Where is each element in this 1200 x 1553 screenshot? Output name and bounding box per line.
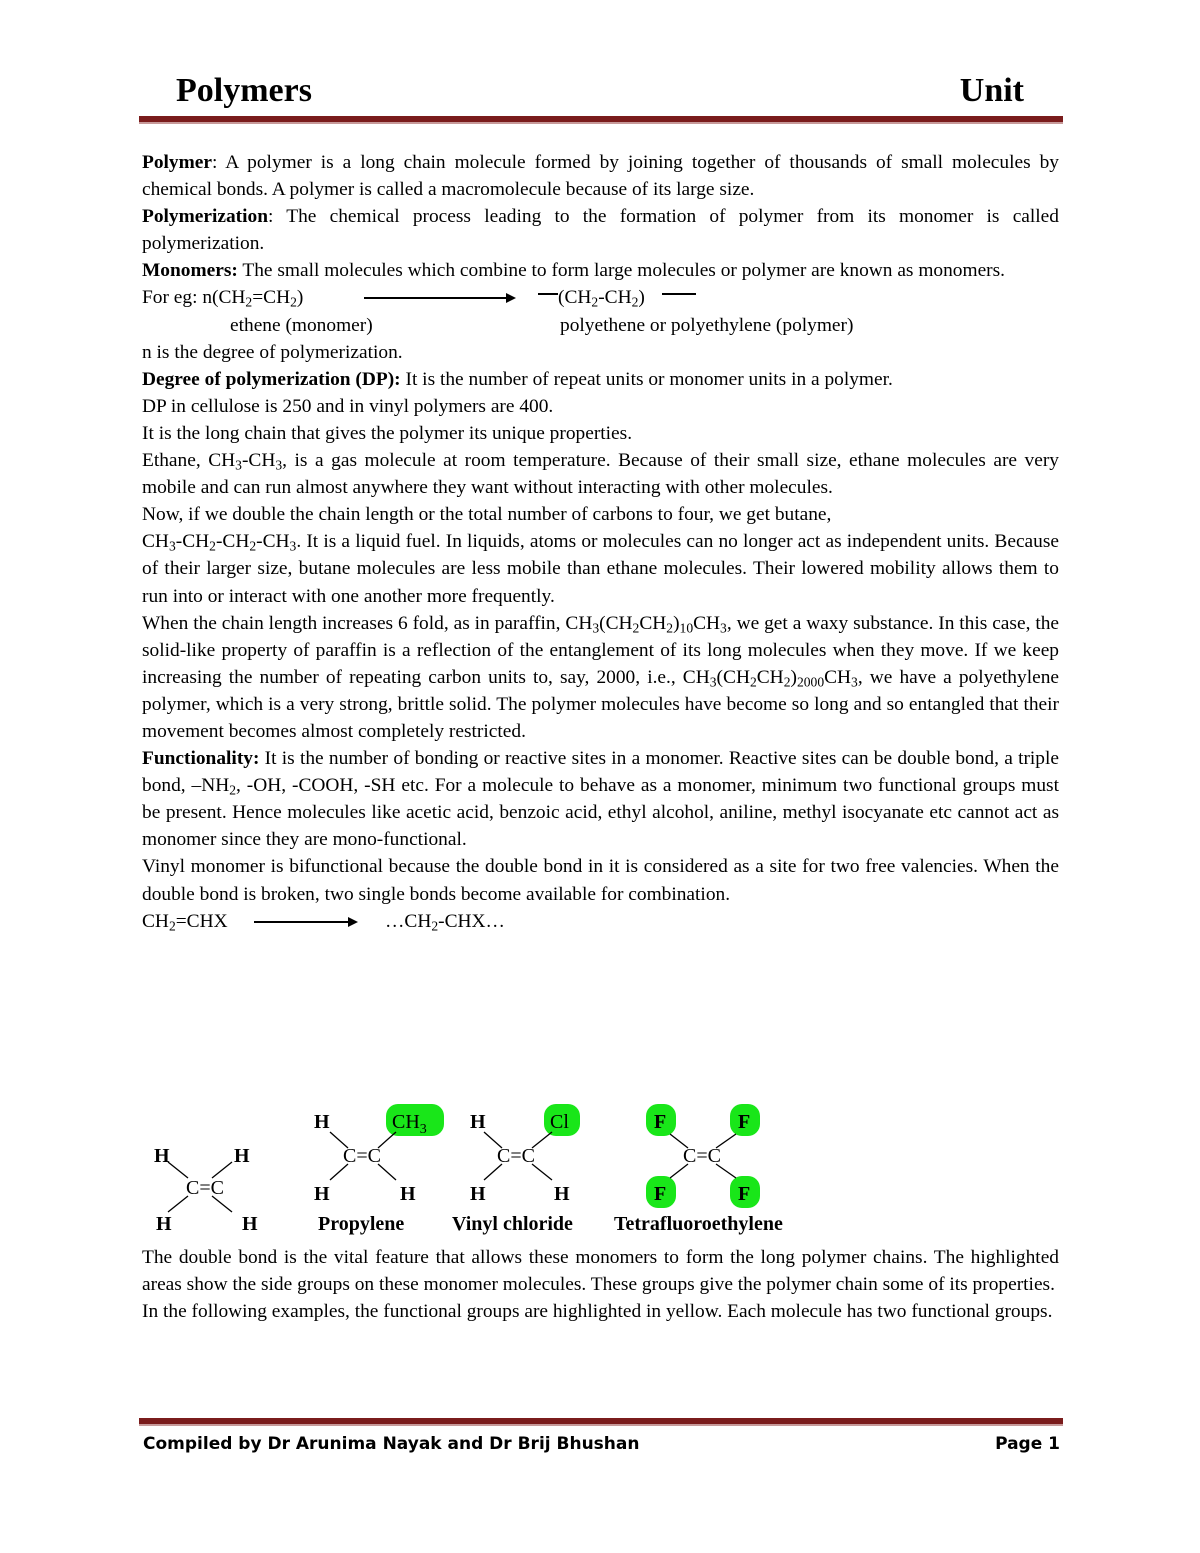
propylene-h1: H <box>314 1111 330 1133</box>
chain-bond-right-icon <box>662 291 696 297</box>
vinyl-cc: C=C <box>497 1145 535 1167</box>
ethene-h1: H <box>154 1145 170 1167</box>
def-functionality: It is the number of bonding or reactive sites in a monomer. Reactive sites can be double bond, a triple bond, $-NH_2$, -OH, -COOH, -SH etc. For a molecule to behave as a monomer, minimum two functional groups must be present. Hence molecules like acetic acid, benzoic acid, ethyl alcohol, aniline, methyl isocyanate etc cannot act as monomer since they are mono-functional. <box>142 748 1059 851</box>
ethene-cc: C=C <box>186 1177 224 1199</box>
label-polymer: polyethene or polyethylene (polymer) <box>560 314 854 336</box>
paragraph-paraffin: When the chain length increases 6 fold, as in paraffin, $CH_3(CH_2CH_2)_{10}CH_3$, we get a waxy substance. In this case, the solid-like property of paraffin is a reflection of the entanglement of its long molecules when they move. If we keep increasing the number of repeating carbon units to, say, 2000, i.e., $CH_3(CH_2CH_2)_{2000}CH_3$, we have a polyethylene polymer, which is a very strong, brittle solid. The polymer molecules have become so long and so entangled that their movement becomes almost completely restricted. <box>142 612 1060 742</box>
page-header <box>176 72 1024 112</box>
equation-vinyl <box>142 908 1059 935</box>
term-monomers: Monomers: <box>142 260 238 282</box>
term-polymer: Polymer <box>142 152 212 173</box>
paragraph-polymerization <box>142 203 1059 257</box>
def-polymer: : A polymer is a long chain molecule formed by joining together of thousands of small molecules by chemical bonds. A polymer is called a macromolecule because of its large size. <box>142 152 1059 201</box>
eq2-left: $CH_2=CHX$ <box>142 910 228 934</box>
propylene-cc: C=C <box>343 1145 381 1167</box>
label-tfe: Tetrafluoroethylene <box>614 1213 783 1235</box>
paragraph-polymer <box>142 149 1059 203</box>
eq2-right: $\dots CH_2-CHX\dots$ <box>385 910 505 934</box>
ethene-h3: H <box>156 1213 172 1235</box>
tfe-f1: F <box>654 1111 667 1133</box>
eq1-right: $(CH_2-CH_2)$ <box>558 287 645 310</box>
term-dp: Degree of polymerization (DP): <box>142 368 401 390</box>
vinyl-h2: H <box>470 1183 486 1205</box>
footer-rule <box>139 1418 1063 1426</box>
ethene-h2: H <box>234 1145 250 1167</box>
vinyl-h1: H <box>470 1111 486 1133</box>
def-dp: It is the number of repeat units or monomer units in a polymer. <box>400 368 893 390</box>
paragraph-vinyl: Vinyl monomer is bifunctional because the double bond in it is considered as a site for two free valencies. When the double bond is broken, two single bonds become available for combination. <box>142 856 1059 905</box>
header-unit: Unit <box>959 72 1024 109</box>
ethene-h4: H <box>242 1213 258 1235</box>
term-functionality: Functionality: <box>142 748 260 770</box>
reaction-arrow-2-icon <box>254 915 358 929</box>
header-rule <box>139 116 1063 124</box>
reaction-arrow-icon <box>364 291 516 305</box>
paragraph-butane-intro: Now, if we double the chain length or the total number of carbons to four, we get butane, <box>142 504 832 526</box>
label-propylene: Propylene <box>318 1213 405 1235</box>
paragraph-functionality <box>142 745 1059 853</box>
equation-ethene <box>142 284 1059 311</box>
propylene-ch3: $CH_3$ <box>392 1111 427 1137</box>
label-monomer: ethene (monomer) <box>230 314 373 336</box>
label-vinyl-chloride: Vinyl chloride <box>452 1213 573 1235</box>
page-number: Page 1 <box>995 1434 1060 1454</box>
tfe-cc: C=C <box>683 1145 721 1167</box>
paragraph-butane: $CH_3-CH_2-CH_2-CH_3$. It is a liquid fuel. In liquids, atoms or molecules can no longer act as independent units. Because of their larger size, butane molecules are less mobile than ethane molecules. Their lowered mobility allows them to run into or interact with one another more frequently. <box>142 531 1059 607</box>
monomer-structures-figure <box>120 1098 840 1240</box>
equation-labels <box>142 312 1059 339</box>
footer-authors: Compiled by Dr Arunima Nayak and Dr Brij Bhushan <box>143 1434 640 1454</box>
propylene-h3: H <box>400 1183 416 1205</box>
vinyl-cl: Cl <box>550 1111 569 1133</box>
paragraph-ethane: Ethane, $CH_3-CH_3$, is a gas molecule at room temperature. Because of their small size, ethane molecules are very mobile and can run almost anywhere they want without interacting with other molecules. <box>142 450 1059 499</box>
paragraph-dp <box>142 366 1059 393</box>
paragraph-examples: In the following examples, the functional groups are highlighted in yellow. Each molecule has two functional groups. <box>142 1301 1053 1323</box>
tfe-f3: F <box>654 1183 667 1205</box>
vinyl-h3: H <box>554 1183 570 1205</box>
header-title: Polymers <box>176 72 312 109</box>
document-body <box>142 149 1059 935</box>
eq1-left: For eg: $n(CH_2=CH_2)$ <box>142 287 304 310</box>
term-polymerization: Polymerization <box>142 206 269 228</box>
paragraph-long-chain: It is the long chain that gives the polymer its unique properties. <box>142 422 633 444</box>
paragraph-degree-note: n is the degree of polymerization. <box>142 341 403 363</box>
chain-bond-left-icon <box>538 291 558 297</box>
paragraph-monomers <box>142 257 1059 284</box>
tfe-f4: F <box>738 1183 751 1205</box>
paragraph-double-bond: The double bond is the vital feature that allows these monomers to form the long polymer chains. The highlighted areas show the side groups on these monomer molecules. These groups give the polymer chain some of its properties. <box>142 1247 1059 1296</box>
paragraph-dp-values: DP in cellulose is 250 and in vinyl polymers are 400. <box>142 395 554 417</box>
document-body-end <box>142 1244 1059 1325</box>
tfe-f2: F <box>738 1111 751 1133</box>
def-polymerization: : The chemical process leading to the formation of polymer from its monomer is called polymerization. <box>142 206 1059 255</box>
def-monomers: The small molecules which combine to form large molecules or polymer are known as monomers. <box>237 260 1006 282</box>
propylene-h2: H <box>314 1183 330 1205</box>
